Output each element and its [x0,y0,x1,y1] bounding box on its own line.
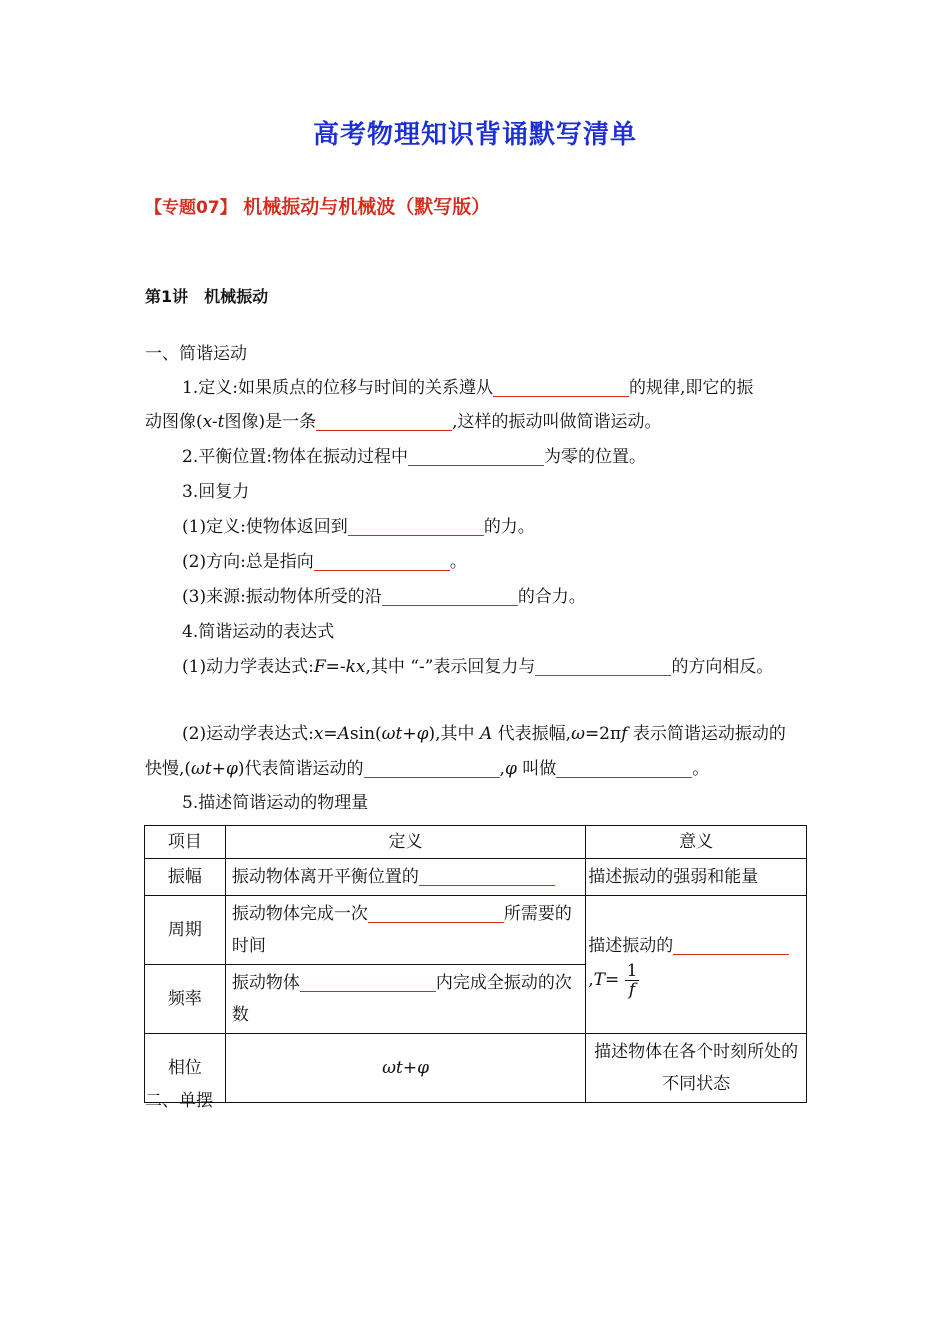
text: (3)来源:振动物体所受的沿 [182,587,382,607]
lecture-heading: 第1讲 机械振动 [145,287,269,306]
fill-blank[interactable] [368,904,504,923]
fill-blank[interactable] [493,378,629,397]
text: 。 [449,552,467,572]
text: (2)方向:总是指向 [182,552,314,572]
paragraph-definition-line1 [182,377,753,399]
math-text: ωt+φ [381,724,429,744]
math-text: A [479,724,493,744]
paragraph-kinematic-expression-line2 [145,758,709,780]
text: , [499,759,505,779]
document-title: 高考物理知识背诵默写清单 [312,120,637,150]
table-cell: 描述物体在各个时刻所处的不同状态 [586,1034,807,1103]
paragraph-kinematic-expression-line1 [182,723,786,745]
text: 动图像( [145,412,203,432]
text: =2π [584,724,622,744]
text: 振动物体 [231,973,300,993]
text: , [588,970,594,990]
table-cell: ωt+φ [225,1034,585,1103]
text: 振动物体完成一次 [231,904,368,924]
text: 的方向相反。 [671,657,774,677]
table-cell: 相位 [145,1034,226,1103]
text: 代表振幅, [497,724,572,744]
math-text: φ [504,759,517,779]
math-text: ωt+φ [191,759,238,779]
text: = [605,970,620,990]
text: 表示简谐运动振动的 [632,724,786,744]
fill-blank[interactable] [556,759,692,778]
text: (2)运动学表达式: [182,724,314,744]
table-cell [225,859,585,896]
paragraph-definition-line2 [145,411,662,433]
table-row-period [145,896,807,965]
text: ,这样的振动叫做简谐运动。 [452,412,662,432]
fill-blank[interactable] [408,447,544,466]
table-cell: 周期 [145,896,226,965]
fill-blank[interactable] [419,867,555,886]
table-cell: 振幅 [145,859,226,896]
text: )代表简谐运动的 [237,759,364,779]
table-cell: 频率 [145,965,226,1034]
paragraph-quantities: 5.描述简谐运动的物理量 [182,793,369,813]
fill-blank[interactable] [348,517,484,536]
paragraph-restoring-source [182,586,586,608]
math-text: T [593,970,605,990]
fill-blank[interactable] [300,973,436,992]
text: 的合力。 [517,587,586,607]
math-text: x=A [313,724,350,744]
topic-number: 【专题07】 [145,198,237,218]
paragraph-dynamic-expression [182,656,773,678]
math-text: F=-kx [313,657,366,677]
fraction [625,962,640,999]
fill-blank[interactable] [364,759,500,778]
fill-blank[interactable] [382,587,518,606]
table-header: 项目 [145,826,226,859]
text: 内完成全振动的次数 [231,973,572,1025]
fill-blank[interactable] [314,552,450,571]
paragraph-restoring-definition [182,516,535,538]
table-row-amplitude [145,859,807,896]
text: (1)动力学表达式: [182,657,314,677]
fraction-numerator: 1 [626,961,638,981]
table-row-phase [145,1034,807,1103]
paragraph-expression: 4.简谐运动的表达式 [182,622,335,642]
fill-blank[interactable] [535,657,671,676]
math-text: x-t [202,412,225,432]
text: (1)定义:使物体返回到 [182,517,348,537]
text: 为零的位置。 [543,447,646,467]
text: ),其中 [428,724,475,744]
fill-blank[interactable] [673,936,789,955]
math-text: ω [571,724,585,744]
quantities-table [144,825,807,1103]
text: 所需要的时间 [231,904,572,956]
section-heading-1: 一、简谐运动 [145,344,247,364]
text: 1.定义:如果质点的位移与时间的关系遵从 [182,378,493,398]
paragraph-restoring-direction [182,551,467,573]
text: 振动物体离开平衡位置的 [231,867,419,887]
text: 描述振动的 [588,936,674,956]
text: 的规律,即它的振 [628,378,754,398]
paragraph-restoring-force: 3.回复力 [182,482,250,502]
section-heading-2: 二、单摆 [145,1091,213,1111]
text: 图像)是一条 [224,412,317,432]
fill-blank[interactable] [316,412,452,431]
text: 。 [692,759,710,779]
table-header: 定义 [225,826,585,859]
topic-heading [145,192,490,219]
table-cell [586,896,807,1034]
table-cell [225,896,585,965]
math-text: f [621,724,628,744]
table-header-row [145,826,807,859]
fraction-denominator: f [628,980,636,1000]
topic-name: 机械振动与机械波（默写版） [243,196,491,218]
text: 2.平衡位置:物体在振动过程中 [182,447,408,467]
text: sin( [349,724,382,744]
table-cell [225,965,585,1034]
table-header: 意义 [586,826,807,859]
text: 快慢,( [145,759,192,779]
table-cell: 描述振动的强弱和能量 [586,859,807,896]
text: 的力。 [483,517,535,537]
text: 叫做 [522,759,557,779]
paragraph-equilibrium [182,446,646,468]
text: ,其中 “-”表示回复力与 [365,657,536,677]
